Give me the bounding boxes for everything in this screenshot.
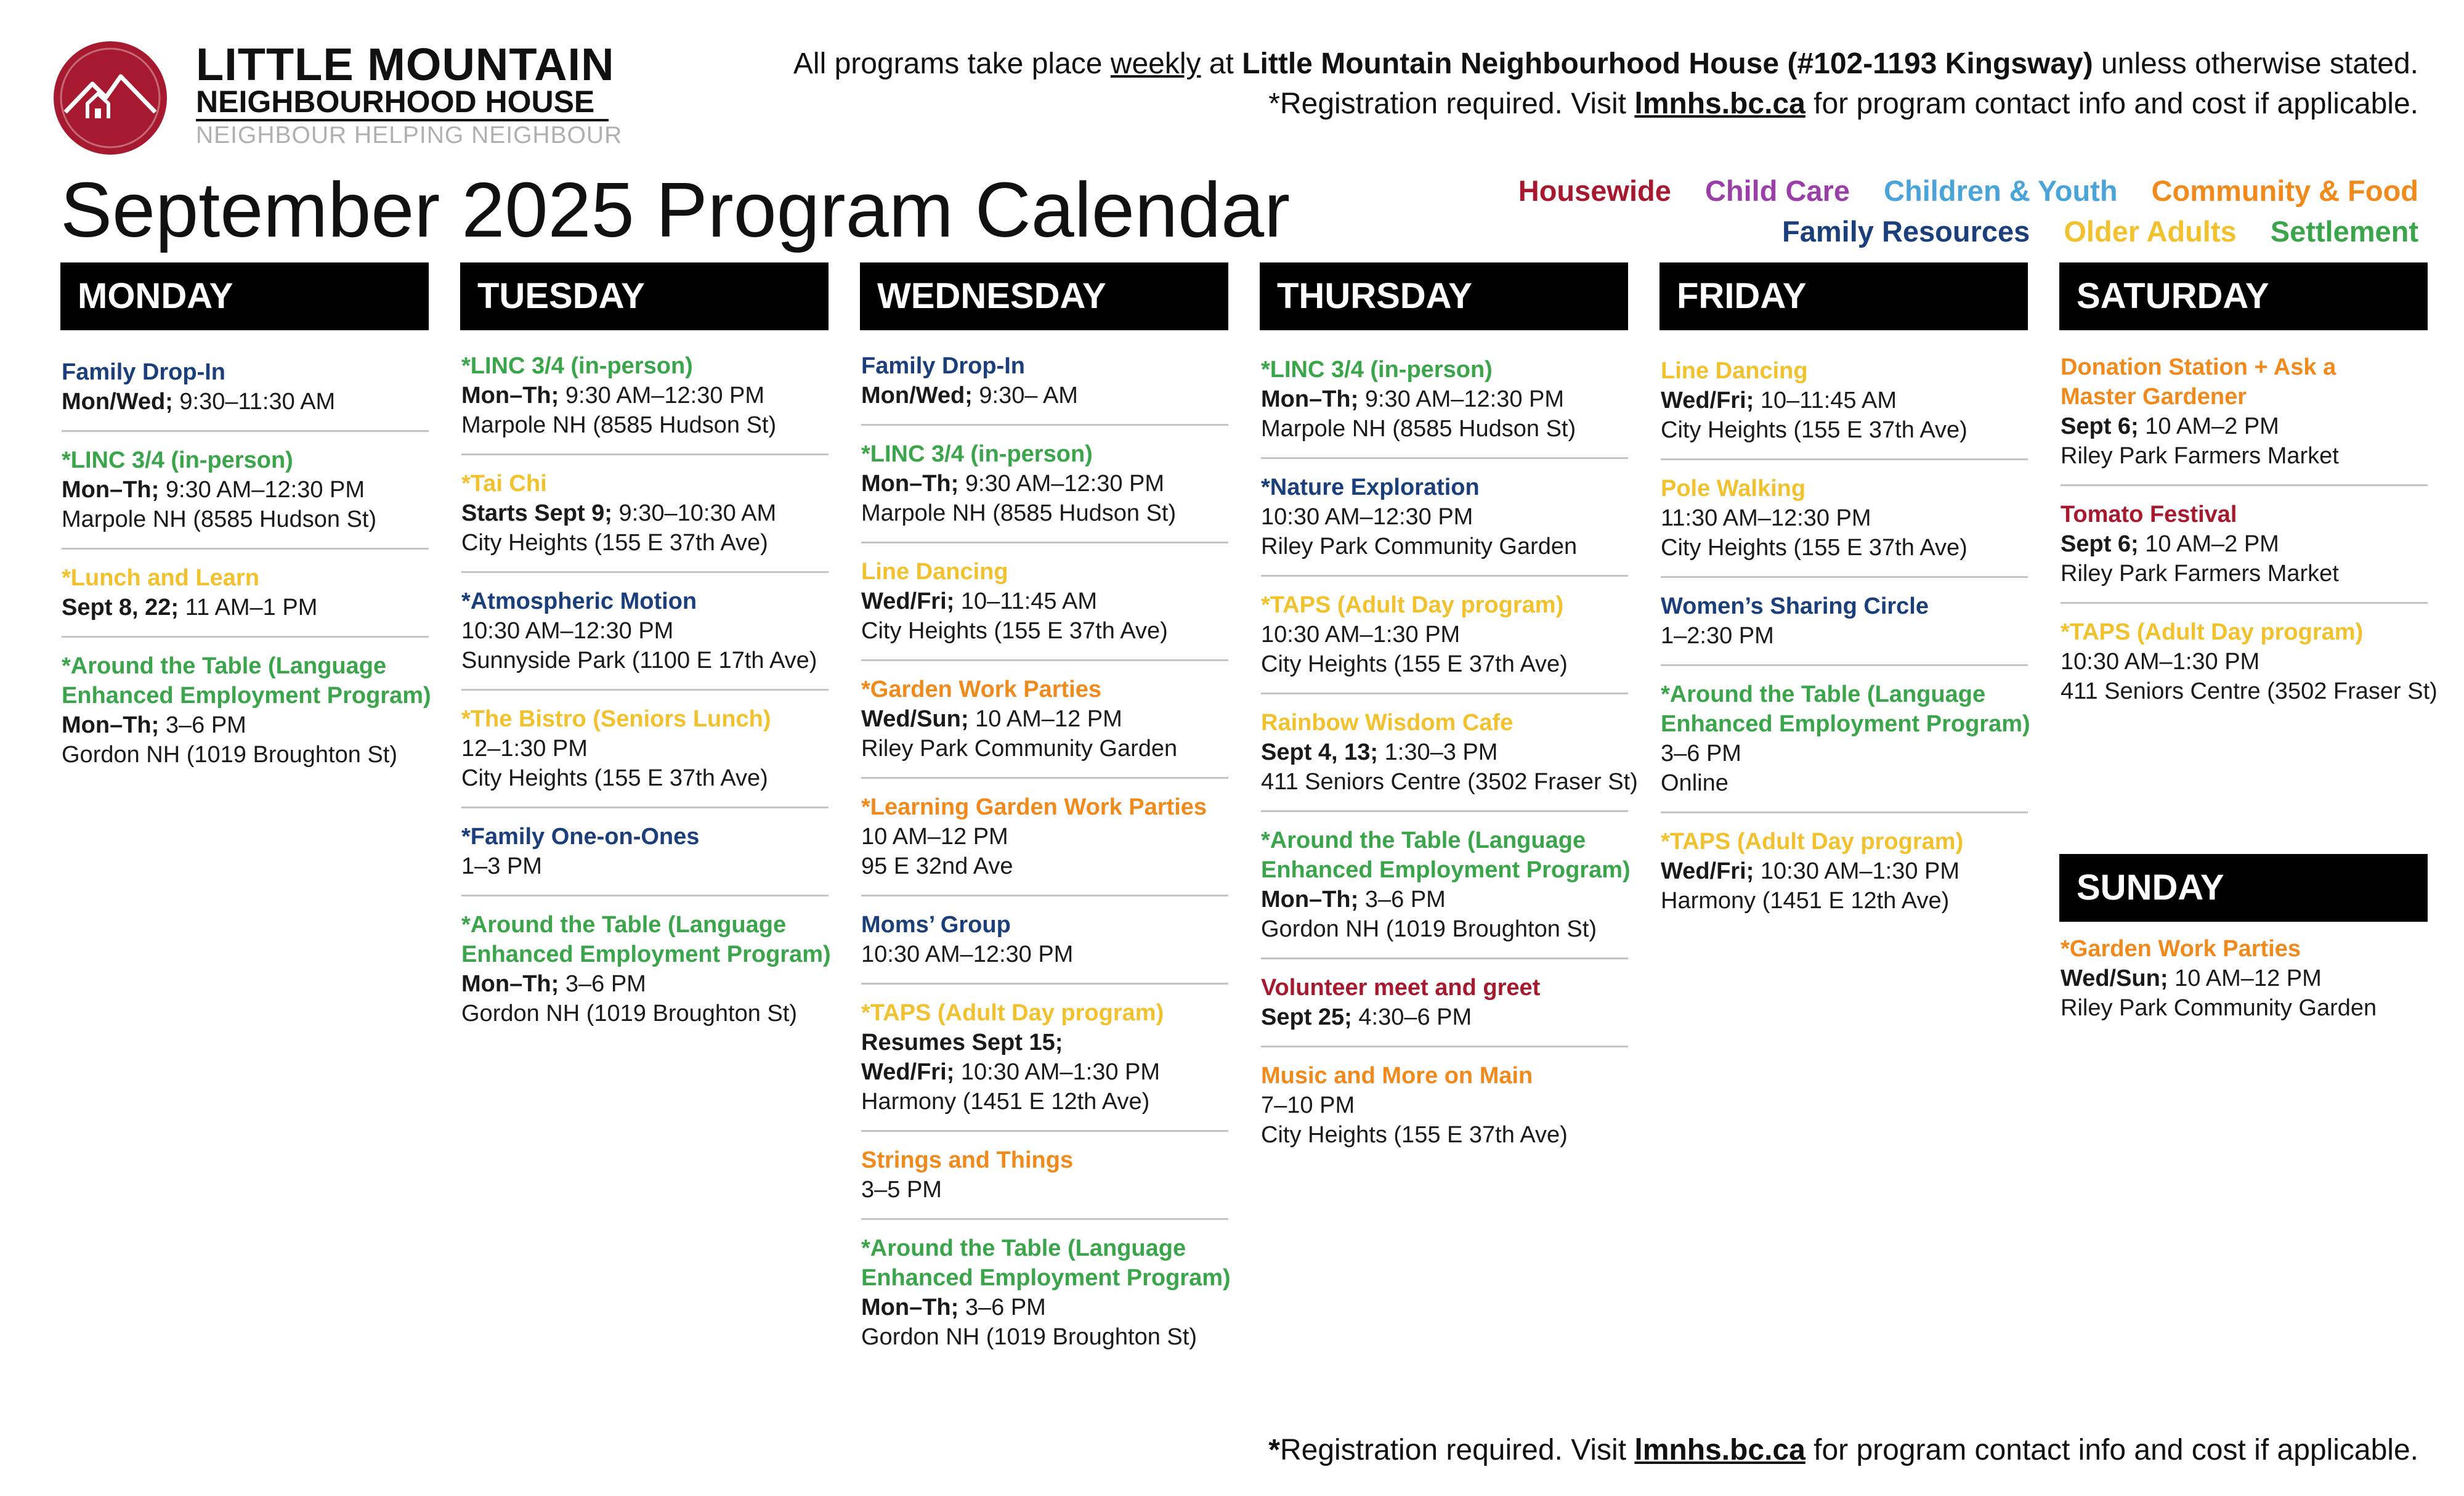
program-detail-text: 9:30–10:30 AM [612,500,777,526]
program-detail-text: 10:30 AM–1:30 PM [1754,858,1960,884]
program-title: *Around the Table (Language [62,653,387,679]
program-detail-text: 10:30 AM–12:30 PM [861,941,1074,967]
program-entry [1661,675,2028,813]
program-schedule: Mon/Wed; [861,383,973,409]
program-detail [1261,1002,1628,1032]
legend-community-food: Community & Food [2151,174,2418,207]
program-detail [1261,502,1628,532]
program-title: Family Drop-In [861,353,1026,379]
program-schedule: Mon/Wed; [62,389,173,415]
program-detail [861,1057,1228,1087]
program-detail [861,1028,1228,1057]
program-title: Line Dancing [861,559,1008,585]
program-detail-text: 3–6 PM [559,971,646,997]
program-detail [62,475,429,505]
program-detail [461,646,829,675]
program-entry [1261,350,1628,459]
program-schedule: Sept 6; [2061,531,2139,557]
program-detail [461,999,829,1028]
legend-housewide: Housewide [1518,174,1671,207]
program-detail-text: Gordon NH (1019 Broughton St) [62,742,397,768]
program-entry [62,558,429,638]
program-schedule: Wed/Fri; [861,1059,955,1085]
program-detail-text: 9:30 AM–12:30 PM [958,471,1165,497]
day-header-sunday: SUNDAY [2059,854,2428,922]
program-detail [2061,412,2428,441]
program-schedule: Starts Sept 9; [461,500,612,526]
program-detail [2061,529,2428,559]
program-entry [1661,587,2028,666]
program-title: *Tai Chi [461,471,547,497]
program-schedule: Wed/Sun; [2061,965,2168,991]
program-entry [1661,351,2028,460]
program-entry [62,646,429,783]
program-entry [461,817,829,896]
program-schedule: Resumes Sept 15; [861,1030,1063,1055]
program-detail [1661,415,2028,445]
program-detail [1261,649,1628,679]
program-title: *LINC 3/4 (in-person) [461,353,693,379]
program-detail [1261,414,1628,444]
program-detail-text: Sunnyside Park (1100 E 17th Ave) [461,648,817,673]
program-entry [2061,612,2438,720]
program-title: Donation Station + Ask a [2061,354,2336,380]
program-detail-text: Harmony (1451 E 12th Ave) [1661,888,1950,914]
program-entry [861,670,1228,779]
legend-row-2 [1756,217,2418,246]
program-title-cont: Enhanced Employment Program) [861,1265,1231,1291]
program-detail-text: Online [1661,770,1728,796]
program-detail-text: 10 AM–2 PM [2138,531,2279,557]
program-schedule: Wed/Fri; [1661,858,1754,884]
program-detail-text: 10:30 AM–12:30 PM [461,618,674,644]
program-entry [461,699,829,808]
program-title-cont: Enhanced Employment Program) [1261,857,1631,883]
program-detail [1261,384,1628,414]
program-detail [62,740,429,770]
program-detail-text: 10–11:45 AM [954,588,1097,614]
program-entry [2061,348,2428,486]
program-detail-text: 10:30 AM–1:30 PM [2061,649,2260,675]
program-detail-text: 411 Seniors Centre (3502 Fraser St) [1261,769,1638,795]
program-detail [1261,738,1628,767]
program-entry [861,905,1228,985]
program-entry [461,346,829,455]
program-entry [1261,468,1628,577]
program-title-cont: Master Gardener [2061,384,2247,410]
program-schedule: Wed/Fri; [861,588,955,614]
program-detail-text: 9:30 AM–12:30 PM [1358,386,1565,412]
program-title: *TAPS (Adult Day program) [1261,592,1564,618]
page-title: September 2025 Program Calendar [60,166,1291,253]
logo-circle [54,41,167,155]
program-schedule: Mon–Th; [461,971,559,997]
program-title: Moms’ Group [861,912,1011,938]
program-detail [861,940,1228,969]
program-entry [1261,703,1638,812]
program-schedule: Mon–Th; [1261,386,1359,412]
program-detail [2061,647,2428,677]
program-schedule: Mon–Th; [861,471,959,497]
program-detail [1661,621,2028,651]
day-header-thursday: THURSDAY [1260,262,1628,330]
program-detail-text: Gordon NH (1019 Broughton St) [1261,916,1597,942]
program-detail [861,1322,1228,1352]
program-detail-text: Riley Park Farmers Market [2061,443,2339,469]
program-title: Volunteer meet and greet [1261,975,1541,1001]
program-detail-text: City Heights (155 E 37th Ave) [1261,1122,1568,1148]
program-detail-text: 10:30 AM–12:30 PM [1261,504,1473,530]
program-schedule: Wed/Sun; [861,706,969,732]
program-title: *Nature Exploration [1261,474,1480,500]
program-detail [861,381,1228,410]
day-header-saturday: SATURDAY [2059,262,2428,330]
program-detail [861,1087,1228,1116]
program-title: *Around the Table (Language [861,1235,1186,1261]
footer-note: *Registration required. Visit lmnhs.bc.ca for program contact info and cost if applicable. [1268,1434,2418,1466]
program-detail-text: 9:30– AM [972,383,1078,409]
program-detail [1261,532,1628,561]
program-schedule: Sept 4, 13; [1261,739,1379,765]
program-entry [861,1229,1231,1365]
legend-older-adults: Older Adults [2064,215,2237,248]
program-detail [1661,886,2028,916]
program-detail [1661,503,2028,533]
program-title: *TAPS (Adult Day program) [2061,619,2364,645]
program-detail [461,410,829,440]
program-title: *Learning Garden Work Parties [861,794,1207,820]
program-detail-text: Marpole NH (8585 Hudson St) [461,412,777,438]
program-detail [861,822,1228,852]
program-detail-text: 1:30–3 PM [1378,739,1498,765]
program-detail [1661,768,2028,798]
program-detail [1261,1091,1628,1120]
program-title: Music and More on Main [1261,1063,1533,1089]
legend-family-resources: Family Resources [1782,215,2030,248]
column-monday [62,352,429,792]
program-title: *Garden Work Parties [861,677,1102,702]
program-entry [461,905,829,1042]
program-detail [1261,885,1628,914]
program-detail-text: 10:30 AM–1:30 PM [1261,622,1461,648]
program-detail [861,469,1228,498]
legend-settlement: Settlement [2270,215,2418,248]
program-detail [1261,1120,1628,1150]
program-title: *Around the Table (Language [1261,827,1586,853]
program-detail-text: 10 AM–2 PM [2138,413,2279,439]
program-title: Strings and Things [861,1147,1074,1173]
program-detail [62,593,429,622]
program-detail-text: 3–5 PM [861,1177,942,1203]
lmnh-logo [52,39,169,157]
program-entry [2061,495,2428,604]
program-title: *Garden Work Parties [2061,936,2301,962]
info-line-1: All programs take place weekly at Little Mountain Neighbourhood House (#102-1193 Kingsway) unless otherwise stated. [793,47,2418,80]
program-schedule: Sept 6; [2061,413,2139,439]
column-friday [1661,351,2028,938]
program-detail-text: 4:30–6 PM [1352,1004,1472,1030]
program-title: Family Drop-In [62,359,226,385]
org-tagline: NEIGHBOUR HELPING NEIGHBOUR [196,122,623,148]
org-name-line1: LITTLE MOUNTAIN [196,39,615,90]
program-title: *LINC 3/4 (in-person) [861,441,1093,467]
program-detail-text: Gordon NH (1019 Broughton St) [461,1001,797,1026]
program-detail-text: 7–10 PM [1261,1092,1355,1118]
program-detail-text: Riley Park Community Garden [861,736,1178,762]
program-detail-text: 9:30 AM–12:30 PM [559,383,765,409]
program-detail-text: 3–6 PM [958,1295,1046,1320]
program-detail [461,616,829,646]
program-title: *Family One-on-Ones [461,824,700,850]
program-detail-text: 12–1:30 PM [461,736,588,762]
program-entry [861,346,1228,426]
program-title: *TAPS (Adult Day program) [1661,829,1964,855]
program-title: Women’s Sharing Circle [1661,593,1929,619]
program-detail [2061,677,2438,706]
program-title: *TAPS (Adult Day program) [861,1000,1164,1026]
program-entry [62,441,429,550]
program-title: *LINC 3/4 (in-person) [62,447,293,473]
program-detail-text: City Heights (155 E 37th Ave) [461,765,768,791]
legend-children-youth: Children & Youth [1884,174,2118,207]
program-detail-text: Marpole NH (8585 Hudson St) [62,506,377,532]
program-detail-text: 10–11:45 AM [1754,388,1897,413]
program-detail [861,498,1228,528]
program-schedule: Wed/Fri; [1661,388,1754,413]
program-schedule: Mon–Th; [62,477,160,503]
program-entry [461,582,829,691]
program-entry [1661,822,2028,929]
program-title: *Lunch and Learn [62,565,259,591]
program-detail [62,505,429,534]
program-entry [861,787,1228,896]
program-detail [861,616,1228,646]
program-entry [62,352,429,432]
program-entry [861,993,1228,1132]
column-saturday [2061,348,2438,728]
program-detail [1261,620,1628,649]
program-detail-text: Riley Park Community Garden [2061,995,2377,1021]
program-detail [1661,386,2028,415]
program-detail [62,387,429,417]
program-schedule: Sept 8, 22; [62,595,179,620]
program-detail-text: 95 E 32nd Ave [861,853,1013,879]
org-name-line2: NEIGHBOURHOOD HOUSE [196,84,595,119]
program-detail-text: City Heights (155 E 37th Ave) [1661,535,1968,561]
program-title: *The Bistro (Seniors Lunch) [461,706,771,732]
website-link[interactable]: lmnhs.bc.ca [1634,87,1805,120]
program-detail [861,704,1228,734]
column-wednesday [861,346,1231,1374]
program-detail-text: 10 AM–12 PM [2168,965,2322,991]
program-detail [2061,559,2428,588]
program-entry [861,552,1228,661]
program-title: Line Dancing [1661,358,1808,384]
program-entry [861,1140,1228,1220]
program-title-cont: Enhanced Employment Program) [461,941,831,967]
program-detail-text: Marpole NH (8585 Hudson St) [1261,416,1576,442]
program-entry [861,434,1228,543]
program-title: *Atmospheric Motion [461,588,697,614]
program-detail [1661,856,2028,886]
program-detail [861,587,1228,616]
program-schedule: Sept 25; [1261,1004,1352,1030]
program-detail [1661,739,2028,768]
program-detail-text: 3–6 PM [1661,741,1741,766]
program-detail-text: City Heights (155 E 37th Ave) [1261,651,1568,677]
program-schedule: Mon–Th; [461,383,559,409]
program-title: Rainbow Wisdom Cafe [1261,710,1514,736]
program-detail [2061,964,2428,993]
program-detail-text: Riley Park Farmers Market [2061,561,2339,587]
legend-row-1 [1493,176,2418,205]
column-tuesday [461,346,829,1051]
program-detail-text: 3–6 PM [159,712,246,738]
program-detail [461,381,829,410]
program-detail-text: 11 AM–1 PM [179,595,318,620]
program-detail-text: City Heights (155 E 37th Ave) [461,530,768,556]
program-detail [461,852,829,881]
program-detail [2061,993,2428,1023]
program-schedule: Mon–Th; [1261,887,1359,913]
program-schedule: Mon–Th; [62,712,160,738]
program-schedule: Mon–Th; [861,1295,959,1320]
column-thursday [1261,350,1638,1172]
program-title-cont: Enhanced Employment Program) [62,683,431,709]
program-entry [461,464,829,573]
column-sunday [2061,929,2428,1045]
day-header-wednesday: WEDNESDAY [860,262,1228,330]
day-header-tuesday: TUESDAY [460,262,829,330]
program-detail [461,734,829,763]
org-divider [196,119,609,121]
program-detail-text: City Heights (155 E 37th Ave) [1661,417,1968,443]
program-detail-text: Gordon NH (1019 Broughton St) [861,1324,1197,1350]
legend-child-care: Child Care [1704,174,1850,207]
program-entry [1261,821,1631,959]
program-detail [2061,441,2428,471]
program-detail-text: 1–3 PM [461,853,542,879]
program-detail [461,528,829,558]
program-title: *LINC 3/4 (in-person) [1261,357,1493,383]
program-detail [861,1293,1228,1322]
info-line-2: *Registration required. Visit lmnhs.bc.ca for program contact info and cost if applicable. [1268,87,2418,120]
footer-website-link[interactable]: lmnhs.bc.ca [1634,1434,1805,1466]
program-detail [861,734,1228,763]
program-detail-text: 9:30 AM–12:30 PM [159,477,365,503]
program-title: Pole Walking [1661,476,1806,502]
program-detail-text: Marpole NH (8585 Hudson St) [861,500,1177,526]
program-detail-text: 411 Seniors Centre (3502 Fraser St) [2061,678,2438,704]
program-entry [1661,469,2028,578]
program-detail [1261,767,1638,797]
program-detail [861,852,1228,881]
program-detail-text: Riley Park Community Garden [1261,534,1578,559]
program-detail [62,710,429,740]
program-detail [461,969,829,999]
program-entry [1261,1056,1628,1163]
program-detail-text: Harmony (1451 E 12th Ave) [861,1089,1150,1115]
program-detail [1661,533,2028,563]
program-title: Tomato Festival [2061,502,2237,527]
program-detail [461,498,829,528]
program-detail-text: City Heights (155 E 37th Ave) [861,618,1168,644]
program-detail-text: 11:30 AM–12:30 PM [1661,505,1871,531]
program-entry [1261,585,1628,694]
program-detail-text: 10 AM–12 PM [968,706,1122,732]
program-detail-text: 10:30 AM–1:30 PM [954,1059,1161,1085]
program-detail-text: 10 AM–12 PM [861,824,1008,850]
program-detail-text: 9:30–11:30 AM [172,389,336,415]
program-title-cont: Enhanced Employment Program) [1661,711,2030,737]
program-detail [1261,914,1628,944]
program-title: *Around the Table (Language [1661,681,1986,707]
program-detail [461,763,829,793]
program-detail [861,1175,1228,1205]
day-header-monday: MONDAY [60,262,429,330]
program-entry [1261,968,1628,1047]
program-detail-text: 3–6 PM [1358,887,1446,913]
program-detail-text: 1–2:30 PM [1661,623,1774,649]
program-title: *Around the Table (Language [461,912,787,938]
program-entry [2061,929,2428,1036]
day-header-friday: FRIDAY [1660,262,2028,330]
